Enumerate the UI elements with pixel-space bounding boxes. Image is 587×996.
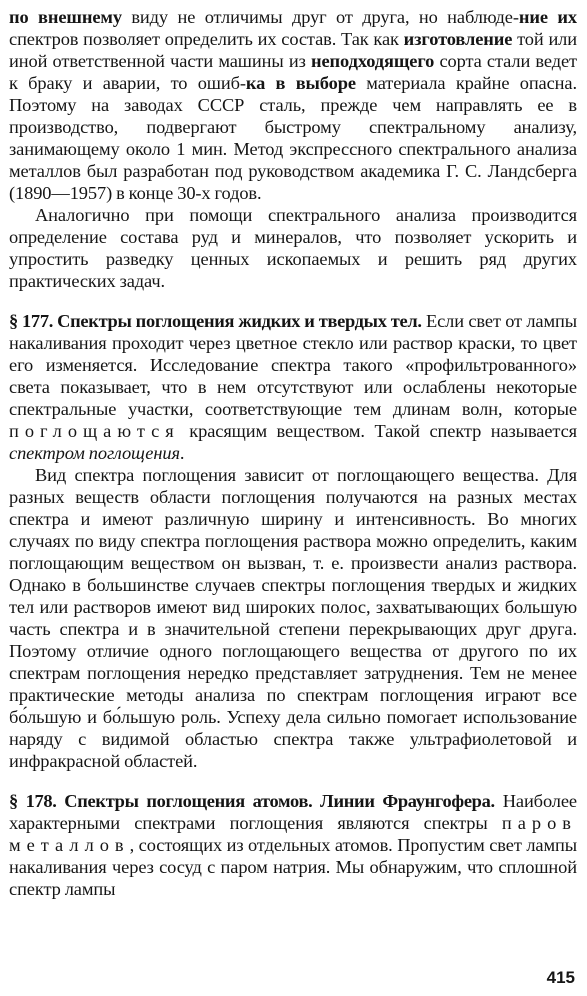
- bold-text: изготовление: [403, 29, 513, 49]
- text: сорта стали ведет к браку и аварии, то ошиб-: [9, 51, 577, 93]
- paragraph-analysis-ores: Аналогично при помощи спектрального анализа производится определение состава руд и минералов, что позволяет ускорить и упростить разведку ценных ископаемых и решить ряд других практических задач.: [9, 205, 577, 291]
- text: красящим веществом. Такой спектр называется: [179, 421, 577, 441]
- text: материала крайне опасна. Поэтому на заводах СССР сталь, прежде чем направлять ее в производство, подвергают быстрому спектральному анализу, занимающему около 1 мин. Метод экспрессного спектрального анализа металлов был разработан под руководством академика Г. С. Ландсберга (1890—1957) в конце 30-х годов.: [9, 73, 577, 203]
- text: Наиболее характерными спектрами поглощения являются спектры: [9, 791, 577, 833]
- italic-term: спектром поглощения: [9, 443, 180, 463]
- section-177-paragraph-2: Вид спектра поглощения зависит от поглощающего вещества. Для разных веществ области поглощения получаются на разных местах спектра и имеют различную ширину и интенсивность. Во многих случаях по виду спектра поглощения раствора можно определить, каким поглощающим веществом он вызван, т. е. произвести анализ раствора. Однако в большинстве случаев спектры поглощения твердых и жидких тел или растворов имеют вид широких полос, захватывающих большую часть спектра и в значительной степени перекрывающих друг друга. Поэтому отличие одного поглощающего вещества от другого по их спектрам поглощения нередко представляет затруднения. Тем не менее практические методы анализа по спектрам поглощения играют все бо́льшую и бо́льшую роль. Успеху дела сильно помогает использование наряду с видимой областью спектра также ультрафиолетовой и инфракрасной областей.: [9, 465, 577, 771]
- text: спектров позволяет определить их состав. Так как: [9, 29, 404, 49]
- section-178-paragraph: [9, 790, 577, 900]
- page-number: 415: [546, 968, 575, 987]
- spaced-emphasis: паров металлов: [9, 813, 577, 855]
- text: той или иной ответственной части машины из: [9, 29, 577, 71]
- text: виду не отличимы друг от друга, но наблюде-: [121, 7, 519, 27]
- section-177-heading: § 177. Спектры поглощения жидких и твердых тел.: [9, 311, 422, 331]
- paragraph-continuation: [9, 6, 577, 204]
- section-178-heading: § 178. Спектры поглощения атомов. Линии Фраунгофера.: [9, 791, 495, 811]
- text: , состоящих из отдельных атомов. Пропустим свет лампы накаливания через сосуд с паром натрия. Мы обнаружим, что сплошной спектр лампы: [9, 835, 577, 899]
- bold-text: неподходящего: [311, 51, 435, 71]
- bold-text: по внешнему: [9, 7, 122, 27]
- text: .: [179, 443, 185, 463]
- bold-text: ние их: [518, 7, 577, 27]
- section-177-paragraph: [9, 310, 577, 464]
- bold-text: ка в выборе: [245, 73, 356, 93]
- spaced-emphasis: поглощаются: [9, 421, 180, 441]
- text: Если свет от лампы накаливания проходит через цветное стекло или раствор краски, то цвет его изменяется. Исследование спектра такого «профильтрованного» света показывает, что в нем отсутствуют или ослаблены некоторые спектральные участки, соответствующие тем длинам волн, которые: [9, 311, 578, 419]
